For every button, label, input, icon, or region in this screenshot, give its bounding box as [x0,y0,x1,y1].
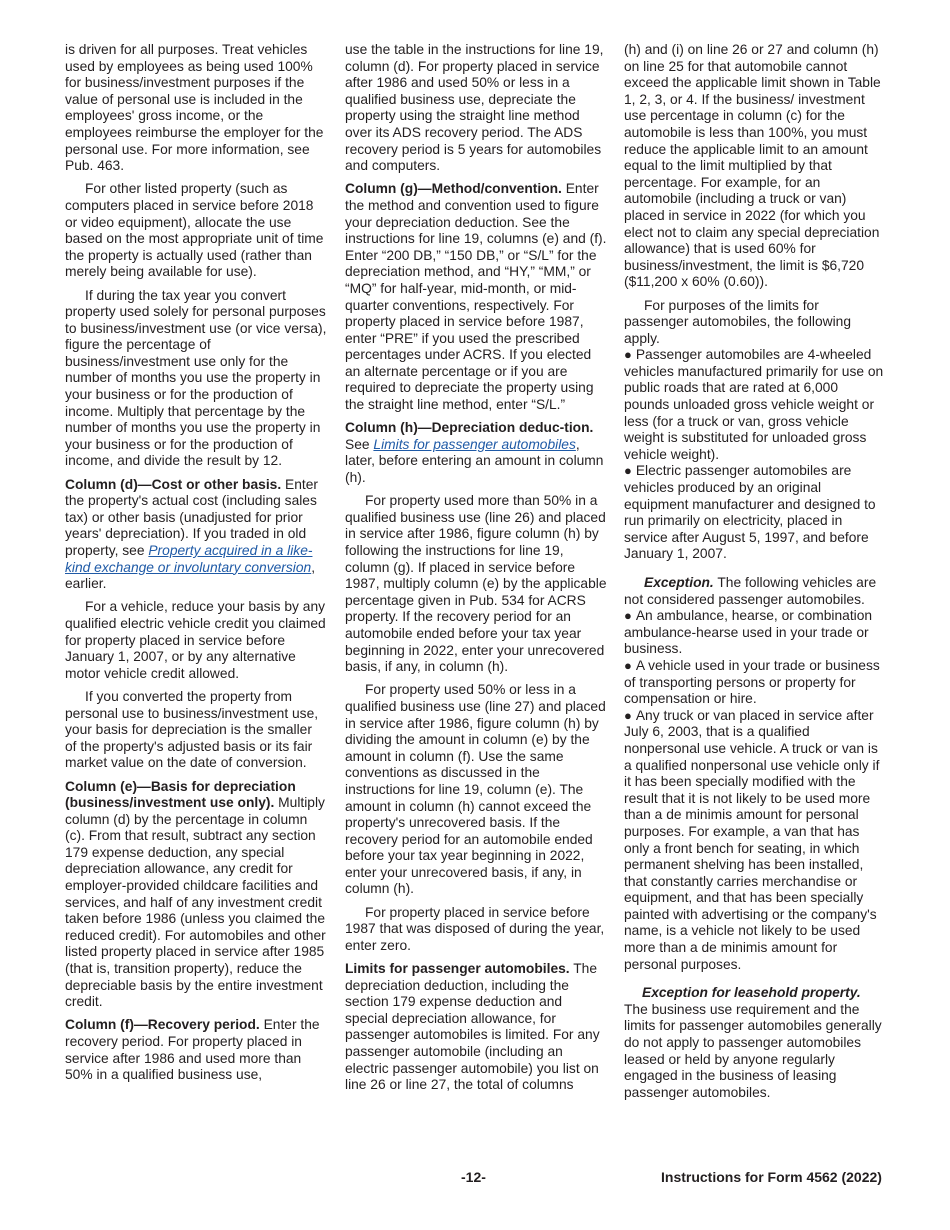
heading-limits: Limits for passenger automobiles. [345,961,570,977]
paragraph-exception [624,575,886,608]
heading-column-h: Column (h)—Depreciation deduc-tion. [345,420,594,436]
text: Electric passenger automobiles are vehicles produced by an original equipment manufacturer and designed to run primarily on electricity, placed in service after August 5, 1997, and before January 1, 2007. [624,463,876,562]
heading-column-e: Column (e)—Basis for depreciation (business/investment use only). [65,778,296,811]
paragraph-column-h [345,420,607,486]
paragraph: For a vehicle, reduce your basis by any qualified electric vehicle credit you claimed for property placed in service before January 1, 2007, or by any alternative motor vehicle credit allowed. [65,599,326,681]
paragraph-leasehold [624,985,886,1101]
text: A vehicle used in your trade or business of transporting persons or property for compensation or hire. [624,657,880,707]
heading-column-g: Column (g)—Method/convention. [345,181,562,197]
paragraph: For other listed property (such as computers placed in service before 2018 or video equipment), allocate the use based on the most appropriate unit of time the property is actually used (rather than merely being available for use). [65,181,324,280]
text: Multiply column (d) by the percentage in column (c). From that result, subtract any section 179 expense deduction, any special depreciation allowance, any credit for employer-provided childcare facilities and services, and half of any investment credit taken before 1986 (unless you claimed the reduced credit). For automobiles and other listed property placed in service after 1985 (that is, transition property), reduce the depreciable basis by the entire investment credit. [65,795,326,1010]
paragraph: If you converted the property from personal use to business/investment use, your basis for depreciation is the smaller of the property's adjusted basis or its fair market value on the date of conversion. [65,688,319,771]
bullet-icon: ● [624,608,632,624]
bullet-icon: ● [624,347,632,363]
paragraph: For property used 50% or less in a qualified business use (line 27) and placed in service after 1986, figure column (h) by dividing the amount in column (e) by the amount in column (f). Use the same conventions as discussed in the instructions for line 19, column (e). The amount in column (h) cannot exceed the property's unrecovered basis. If the recovery period for an automobile ended before your tax year beginning in 2022, enter your unrecovered basis, if any, in column (h). [345,682,606,897]
bullet-item [624,608,886,658]
bullet-icon: ● [624,463,632,479]
text: Enter the recovery period. For property placed in service after 1986 and used more than 50% in a qualified business use, [65,1017,320,1083]
paragraph-column-g [345,181,607,413]
heading-column-f: Column (f)—Recovery period. [65,1017,260,1033]
paragraph: For property placed in service before 1987 that was disposed of during the year, enter zero. [345,904,605,953]
paragraph: (h) and (i) on line 26 or 27 and column (h) on line 25 for that automobile cannot exceed the applicable limit shown in Table 1, 2, 3, or 4. If the business/ investment use percentage in column (c) for the automobile is less than 100%, you must reduce the applicable limit to an amount equal to the limit multiplied by that percentage. For example, for an automobile (including a truck or van) placed in service in 2022 (for which you elect not to claim any special depreciation allowance) that is used 60% for business/investment, the limit is $6,720 ($11,200 x 60% (0.60)). [624,42,881,290]
page-number: -12- [461,1169,486,1185]
text: The depreciation deduction, including the section 179 expense deduction and special depreciation allowance, for passenger automobiles is limited. For any passenger automobile (including an electric passenger automobile) you list on line 26 or line 27, the total of columns [345,961,600,1093]
link-property-acquired[interactable]: Property acquired in a like-kind exchange or involuntary conversion [65,543,313,575]
text: The following vehicles are not considered passenger automobiles. [624,575,877,607]
column-1 [65,42,327,1090]
paragraph: For purposes of the limits for passenger automobiles, the following apply. [624,297,852,346]
text: See [345,436,370,452]
text: Passenger automobiles are 4-wheeled vehicles manufactured primarily for use on public roads that are rated at 6,000 pounds unloaded gross vehicle weight or less (for a truck or van, gross vehicle weight is substituted for unloaded gross vehicle weight). [624,347,884,462]
text: Enter the method and convention used to figure your depreciation deduction. See the instructions for line 19, columns (e) and (f). Enter “200 DB,” “150 DB,” or “S/L” for the depreciation method, and “HY,” “MM,” or “MQ” for half-year, mid-month, or mid-quarter conventions, respectively. For property placed in service before 1987, enter “PRE” if you used the prescribed percentages under ACRS. If you elected an alternate percentage or if you are required to depreciate the property using the straight line method, enter “S/L.” [345,181,607,413]
text: , earlier. [65,559,316,592]
paragraph: is driven for all purposes. Treat vehicles used by employees as being used 100% for business/investment purposes if the value of personal use is included in the employees' gross income, or the employees reimburse the employer for the personal use. For more information, see Pub. 463. [65,42,324,174]
link-limits-passenger-automobiles[interactable]: Limits for passenger automobiles [373,436,576,452]
bullet-icon: ● [624,707,632,723]
paragraph-column-e [65,779,327,1011]
bullet-icon: ● [624,657,632,673]
form-title: Instructions for Form 4562 (2022) [661,1169,882,1185]
heading-exception: Exception. [644,575,714,590]
paragraph: If during the tax year you convert property used solely for personal purposes to business/investment use (or vice versa), figure the percentage of business/investment use only for the number of months you use the property in your business or for the production of income. Multiply that percentage by the number of months you use the property in your business or for the production of income, and divide the result by 12. [65,287,327,469]
text: Any truck or van placed in service after July 6, 2003, that is a qualified nonpersonal use vehicle. A truck or van is a qualified nonpersonal use vehicle only if it has been specially modified with the result that it is not likely to be used more than a de minimis amount for personal purposes. For example, a van that has only a front bench for seating, in which permanent shelving has been installed, that constantly carries merchandise or equipment, and that has been specially painted with advertising or the company's name, is a vehicle not likely to be used more than a de minimis amount for personal purposes. [624,707,880,972]
heading-leasehold: Exception for leasehold property. [642,985,861,1001]
paragraph: use the table in the instructions for line 19, column (d). For property placed in service after 1986 and used 50% or less in a qualified business use, depreciate the property using the straight line method over its ADS recovery period. The ADS recovery period is 5 years for automobiles and computers. [345,42,604,174]
text: , later, before entering an amount in column (h). [345,436,604,486]
column-2 [345,42,607,1100]
paragraph-column-d [65,477,327,593]
column-3 [624,42,886,1108]
paragraph-column-f [65,1017,327,1083]
bullet-item [624,347,886,463]
bullet-item [624,708,886,974]
text: An ambulance, hearse, or combination ambulance-hearse used in your trade or business. [624,608,873,657]
bullet-item [624,658,886,708]
text: The business use requirement and the limits for passenger automobiles generally do not apply to passenger automobiles leased or held by anyone regularly engaged in the business of leasing passenger automobiles. [624,1001,882,1100]
bullet-item [624,463,886,563]
paragraph-limits [345,961,607,1094]
text: Enter the property's actual cost (including sales tax) or other basis (unadjusted for prior years' depreciation). If you traded in old property, see [65,476,318,558]
paragraph: For property used more than 50% in a qualified business use (line 26) and placed in service after 1986, figure column (h) by following the instructions for line 19, column (g). If placed in service before 1987, multiply column (e) by the applicable percentage given in Pub. 534 for ACRS property. If the recovery period for an automobile ended before your tax year beginning in 2022, enter your unrecovered basis, if any, in column (h). [345,493,607,675]
heading-column-d: Column (d)—Cost or other basis. [65,476,282,492]
